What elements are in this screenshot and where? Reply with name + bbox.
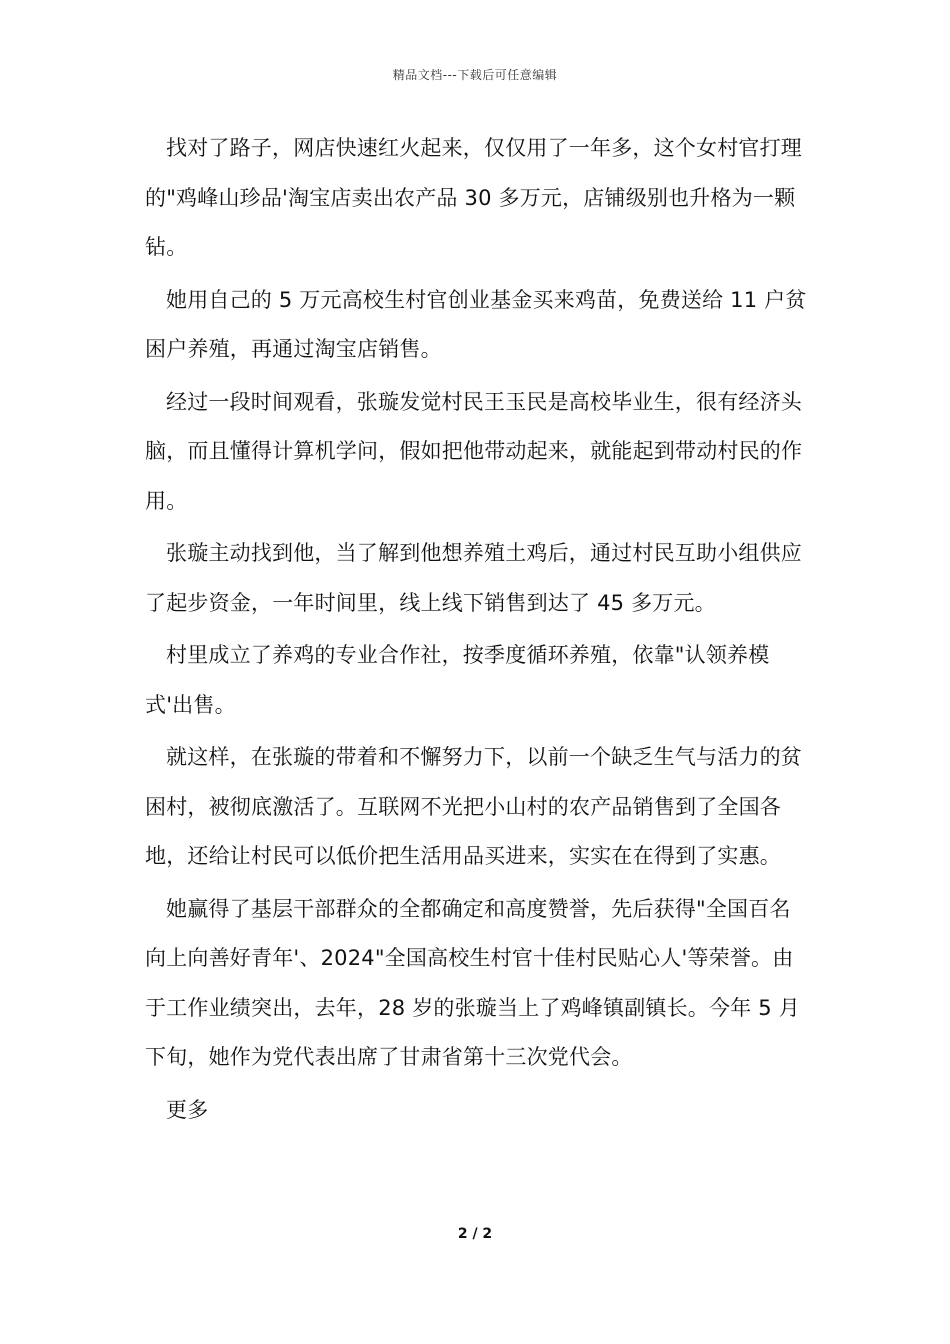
paragraph: 就这样，在张璇的带着和不懈努力下，以前一个缺乏生气与活力的贫困村，被彻底激活了。互联网不光把小山村的农产品销售到了全国各地，还给让村民可以低价把生活用品买进来，实实在在得到了实惠。 (145, 745, 802, 868)
page-header: 精品文档---下载后可任意编辑 (392, 68, 558, 82)
paragraph: 经过一段时间观看，张璇发觉村民王玉民是高校毕业生，很有经济头脑，而且懂得计算机学问，假如把他带动起来，就能起到带动村民的作用。 (145, 389, 803, 513)
paragraph: 张璇主动找到他，当了解到他想养殖土鸡后，通过村民互助小组供应了起步资金，一年时间里，线上线下销售到达了 45 多万元。 (145, 541, 802, 615)
paragraph: 她用自己的 5 万元高校生村官创业基金买来鸡苗，免费送给 11 户贫困户养殖，再通过淘宝店销售。 (145, 287, 807, 361)
paragraph: 找对了路子，网店快速红火起来，仅仅用了一年多，这个女村官打理的"鸡峰山珍品'淘宝店卖出农产品 30 多万元，店铺级别也升格为一颗钻。 (145, 136, 802, 259)
page-number: 2 / 2 (457, 1226, 493, 1242)
document-body (145, 124, 811, 1138)
paragraph: 村里成立了养鸡的专业合作社，按季度循环养殖，依靠"认领养模式'出售。 (145, 643, 770, 717)
paragraph: 她赢得了基层干部群众的全都确定和高度赞誉，先后获得"全国百名向上向善好青年'、2024"全国高校生村官十佳村民贴心人'等荣誉。由于工作业绩突出，去年，28 岁的张璇当上了鸡峰镇副镇长。今年 5 月下旬，她作为党代表出席了甘肃省第十三次党代会。 (145, 896, 800, 1069)
more-link-text: 更多 (166, 1097, 209, 1122)
